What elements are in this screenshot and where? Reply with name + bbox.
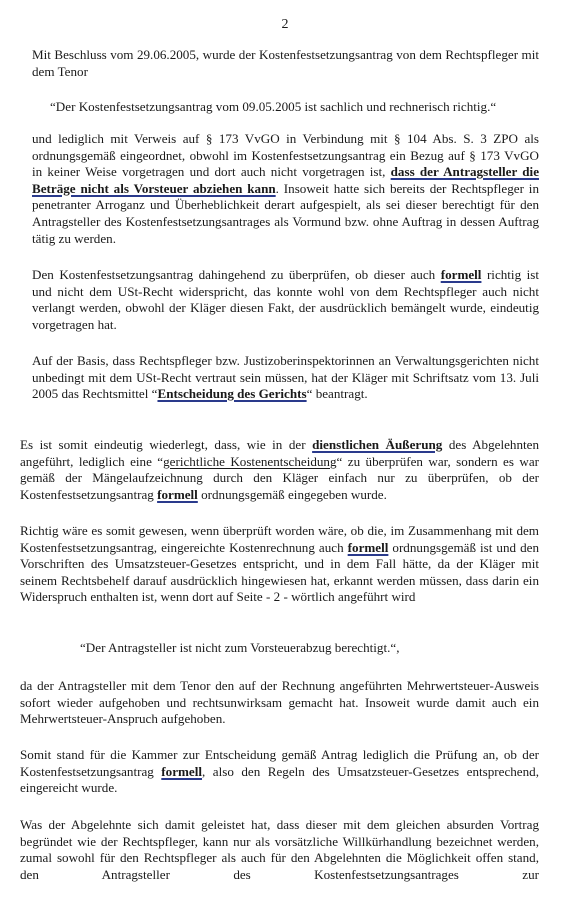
paragraph-text: des Abgelehnten angeführt, lediglich eine “ — [20, 437, 539, 469]
paragraph-richtig — [20, 523, 539, 606]
paragraph-text: ordnungsgemäß eingegeben wurde. — [197, 486, 387, 502]
page-number: 2 — [281, 17, 289, 32]
paragraph-text: richtig ist und nicht dem USt-Recht widerspricht, das konnte wohl von dem Rechtspfleger auch nicht verlangt werden, obwohl der Kläger diesen Fakt, der ausdrücklich bemängelt wurde, eindeutig vorgetragen hat. — [32, 267, 539, 332]
paragraph-text: ordnungsgemäß ist und den Vorschriften des Umsatzsteuer-Gesetzes entspricht, und in dem Fall hätte, da der Kläger mit seinem Rechtsbehelf darauf ausdrücklich hingewiesen hat, erkannt werden müssen, dass darin ein Widerspruch enthalten ist, wenn dort auf Seite - 2 - wörtlich angeführt wird — [20, 539, 539, 605]
emphasis-underlined: gerichtliche Kostenentscheidung — [163, 453, 337, 469]
paragraph-tenor — [20, 678, 539, 728]
paragraph-text: Auf der Basis, dass Rechtspfleger bzw. Justizoberinspektorinnen an Verwaltungsgerichten nicht unbedingt mit dem USt-Recht vertraut sein müssen, hat der Kläger mit Schriftsatz vom 13. Juli 2005 das Rechtsmittel “ — [32, 353, 539, 402]
paragraph-beschluss — [32, 47, 539, 80]
emphasis-underlined: dienstlichen Äußerung — [312, 437, 443, 452]
paragraph-basis — [32, 353, 539, 403]
paragraph-text: Es ist somit eindeutig wiederlegt, dass, wie in der — [20, 437, 313, 452]
emphasis-underlined: formell — [157, 486, 198, 502]
emphasis-underlined: formell — [347, 539, 389, 555]
paragraph-text: Mit Beschluss vom 29.06.2005, wurde der Kostenfestsetzungsantrag von dem Rechtspfleger mit dem Tenor — [32, 47, 539, 79]
paragraph-text: Somit stand für die Kammer zur Entscheidung gemäß Antrag lediglich die Prüfung an, ob der Kostenfestsetzungsantrag — [20, 747, 539, 779]
paragraph-text: da der Antragsteller mit dem Tenor den auf der Rechnung angeführten Mehrwertsteuer-Ausweis sofort wieder aufgehoben und rechtsunwirksam gemacht hat. Insoweit wurde damit auch ein Mehrwertsteuer-Anspruch aufgehoben. — [20, 678, 539, 727]
paragraph-text: Richtig wäre es somit gewesen, wenn überprüft worden wäre, ob die, im Zusammenhang mit dem Kostenfestsetzungsantrag, eingereichte Kostenrechnung auch — [20, 523, 539, 555]
emphasis-underlined: Entscheidung des Gerichts — [157, 386, 307, 402]
emphasis-underlined: dass der Antragsteller die Beträge nicht als Vorsteuer abziehen kann — [32, 164, 540, 196]
paragraph-text: “ zu überprüfen war, sondern es war gemäß der Mängelaufzeichnung durch den Kläger einfach nur zu überprüfen, ob der Kostenfestsetzungsantrag — [20, 453, 539, 502]
paragraph-text: “ beantragt. — [306, 386, 368, 402]
quote-tenor: “Der Kostenfestsetzungsantrag vom 09.05.2005 ist sachlich und rechnerisch richtig.“ — [50, 99, 497, 114]
paragraph-text: Was der Abgelehnte sich damit geleistet hat, dass dieser mit dem gleichen absurden Vortrag begründet wie der Rechtspfleger, kann nur als vorsätzliche Willkürhandlung bezeichnet werden, zumal sowohl für den Rechtspfleger als auch für den Abgelehnten die Möglichkeit offen stand, den Antragsteller des Kostenfestsetzungsantrages zur — [20, 817, 539, 882]
paragraph-abgelehnte — [20, 817, 539, 883]
paragraph-text: und lediglich mit Verweis auf § 173 VvGO in Verbindung mit § 104 Abs. S. 3 ZPO als ordnungsgemäß eingeordnet, obwohl im Kostenfestsetzungsantrag ein Bezug auf § 173 VvGO in keiner Weise vorgetragen und dort auch nicht vorgetragen ist, — [32, 131, 539, 180]
paragraph-verweis — [32, 131, 539, 247]
paragraph-ueberpruefen — [32, 267, 539, 333]
paragraph-text: Den Kostenfestsetzungsantrag dahingehend zu überprüfen, ob dieser auch — [32, 267, 441, 282]
emphasis-underlined: formell — [161, 763, 203, 779]
paragraph-text: , also den Regeln des Umsatzsteuer-Gesetzes entsprechend, eingereicht wurde. — [20, 763, 539, 796]
paragraph-text: . Insoweit hatte sich bereits der Rechtspfleger in penetranter Arroganz und Überheblichkeit derart aufgespielt, als sei dieser berechtigt für den Antragsteller des Kostenfestsetzungsantrages als Vormund bzw. ohne Auftrag in dessen Auftrag tätig zu werden. — [32, 180, 539, 246]
paragraph-kammer — [20, 747, 539, 797]
paragraph-wiederlegt — [20, 437, 539, 503]
quote-vorsteuerabzug: “Der Antragsteller ist nicht zum Vorsteuerabzug berechtigt.“, — [80, 640, 400, 655]
emphasis-underlined: formell — [440, 267, 482, 282]
